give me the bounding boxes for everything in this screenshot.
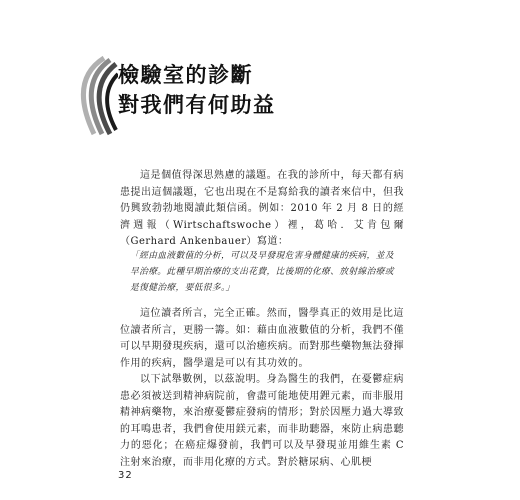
chapter-title bbox=[118, 60, 276, 120]
body-paragraph-1: 這是個值得深思熟慮的議題。在我的診所中，每天都有病患提出這個議題，它也出現在不是寫給我的讀者來信中，但我仍興致勃勃地閱讀此類信函。例如：2010 年 2 月 8 日的經濟週報（Wirtschaftswoche）裡，葛哈．艾肯包爾（Gerhard Ankenbauer）寫道： bbox=[120, 170, 404, 247]
curved-arc-stripes-icon bbox=[74, 56, 118, 136]
body-paragraph-2: 這位讀者所言，完全正確。然而，醫學真正的效用是比這位讀者所言，更勝一籌。如：藉由血液數值的分析，我們不僅可以早期發現疾病，還可以治癒疾病。而對那些藥物無法發揮作用的疾病，醫學還是可以有其功效的。 bbox=[120, 308, 404, 369]
block-quote: 「經由血液數值的分析，可以及早發現危害身體健康的疾病，並及早治療。此種早期治療的支出花費，比後期的化療、放射線治療或是復健治療，要低很多。」 bbox=[130, 251, 394, 293]
page-number: 32 bbox=[118, 470, 133, 481]
body-paragraph-3: 以下試舉數例，以茲說明。身為醫生的我們，在憂鬱症病患必須被送到精神病院前，會盡可能地使用鋰元素，而非服用精神病藥物，來治療憂鬱症發病的情形；對於因壓力過大導致的耳鳴患者，我們會使用鎂元素，而非助聽器，來防止病患聽力的惡化；在癌症爆發前，我們可以及早發現並用維生素 C 注射來治療，而非用化療的方式。對於糖尿病、心肌梗 bbox=[120, 374, 404, 468]
chapter-title-line-1: 檢驗室的診斷 bbox=[118, 63, 253, 87]
chapter-title-line-2: 對我們有何助益 bbox=[118, 93, 276, 117]
